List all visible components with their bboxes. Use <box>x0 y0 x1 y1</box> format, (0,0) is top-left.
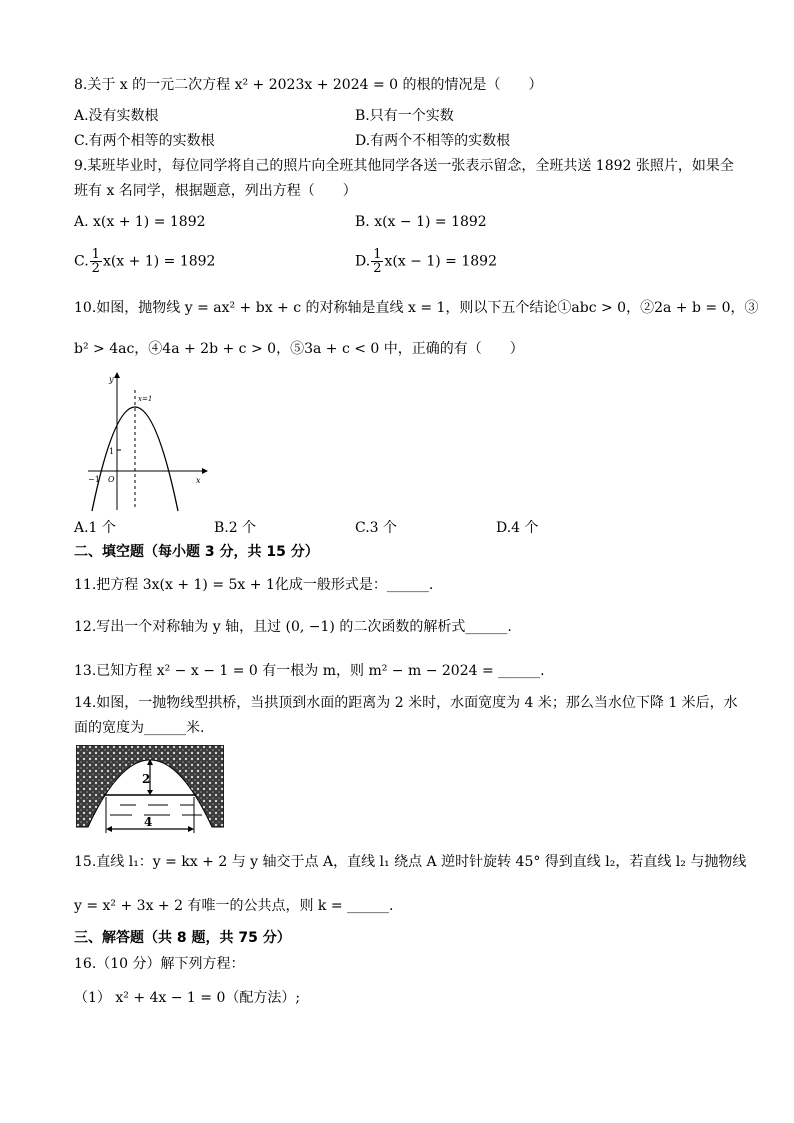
graph-axis-line-label: x=1 <box>138 395 153 403</box>
height-arrow-head-bottom <box>147 790 153 795</box>
q12: 12.写出一个对称轴为 y 轴，且过 (0, −1) 的二次函数的解析式______. <box>74 619 512 635</box>
q10-parabola-graph <box>84 370 208 512</box>
q10-option-c: C.3 个 <box>355 520 398 536</box>
q8-option-c: C.有两个相等的实数根 <box>74 133 215 149</box>
q10-option-b: B.2 个 <box>214 520 257 536</box>
q10-option-a: A.1 个 <box>74 520 116 536</box>
q16-stem: 16.（10 分）解下列方程： <box>74 956 245 972</box>
q8-stem: 8.关于 x 的一元二次方程 x² + 2023x + 2024 = 0 的根的情况是（ ） <box>74 77 543 93</box>
width-arrow-head-right <box>188 826 194 832</box>
q9-stem-line2: 班有 x 名同学，根据题意，列出方程（ ） <box>74 183 357 199</box>
q9-stem-line1: 9.某班毕业时，每位同学将自己的照片向全班其他同学各送一张表示留念，全班共送 1892 张照片，如果全 <box>74 158 734 174</box>
graph-tick-neg1: −1 <box>88 475 100 484</box>
q14-stem-line1: 14.如图，一抛物线型拱桥，当拱顶到水面的距离为 2 米时，水面宽度为 4 米；那么当水位下降 1 米后，水 <box>74 695 738 711</box>
q9-option-d-label: D. <box>355 253 371 270</box>
q9-option-c-label: C. <box>74 253 89 270</box>
width-arrow-head-left <box>106 826 112 832</box>
y-axis-arrow <box>114 372 120 378</box>
x-axis-arrow <box>202 468 208 474</box>
fraction-one-half: $\frac{1}{2}$ <box>91 247 100 276</box>
section-2-heading: 二、填空题（每小题 3 分，共 15 分） <box>74 544 319 560</box>
q9-option-b: B. x(x − 1) = 1892 <box>355 214 487 230</box>
q8-option-d: D.有两个不相等的实数根 <box>355 133 511 149</box>
graph-tick-1: 1 <box>109 447 115 456</box>
water-width-label: 4 <box>144 815 153 829</box>
q16-part1: （1） x² + 4x − 1 = 0（配方法）; <box>74 990 301 1006</box>
q9-option-c <box>74 248 215 275</box>
q9-option-d <box>355 248 497 275</box>
q8-option-a: A.没有实数根 <box>74 108 159 124</box>
q9-option-c-expr: x(x + 1) = 1892 <box>102 253 216 270</box>
graph-y-label: y <box>109 375 114 384</box>
q8-option-b: B.只有一个实数 <box>355 108 454 124</box>
graph-x-label: x <box>196 476 201 485</box>
q14-stem-line2: 面的宽度为______米. <box>74 720 205 736</box>
section-3-heading: 三、解答题（共 8 题，共 75 分） <box>74 930 291 946</box>
q15-stem-line1: 15.直线 l₁：y = kx + 2 与 y 轴交于点 A，直线 l₁ 绕点 A 逆时针旋转 45° 得到直线 l₂，若直线 l₂ 与抛物线 <box>74 854 747 870</box>
q14-arch-bridge-figure <box>76 745 224 833</box>
arch-height-label: 2 <box>142 772 151 786</box>
q9-option-a: A. x(x + 1) = 1892 <box>74 214 206 230</box>
q10-stem-line1: 10.如图，抛物线 y = ax² + bx + c 的对称轴是直线 x = 1，则以下五个结论①abc > 0，②2a + b = 0，③ <box>74 300 759 316</box>
q10-option-d: D.4 个 <box>496 520 539 536</box>
fraction-one-half: $\frac{1}{2}$ <box>373 247 382 276</box>
q15-stem-line2: y = x² + 3x + 2 有唯一的公共点，则 k = ______. <box>74 898 394 914</box>
graph-origin-label: O <box>108 475 115 484</box>
q10-stem-line2: b² > 4ac，④4a + 2b + c > 0，⑤3a + c < 0 中，正确的有（ ） <box>74 341 524 357</box>
q13: 13.已知方程 x² − x − 1 = 0 有一根为 m，则 m² − m − 2024 = ______. <box>74 663 545 679</box>
q11: 11.把方程 3x(x + 1) = 5x + 1化成一般形式是：______. <box>74 577 434 593</box>
q9-option-d-expr: x(x − 1) = 1892 <box>384 253 497 270</box>
